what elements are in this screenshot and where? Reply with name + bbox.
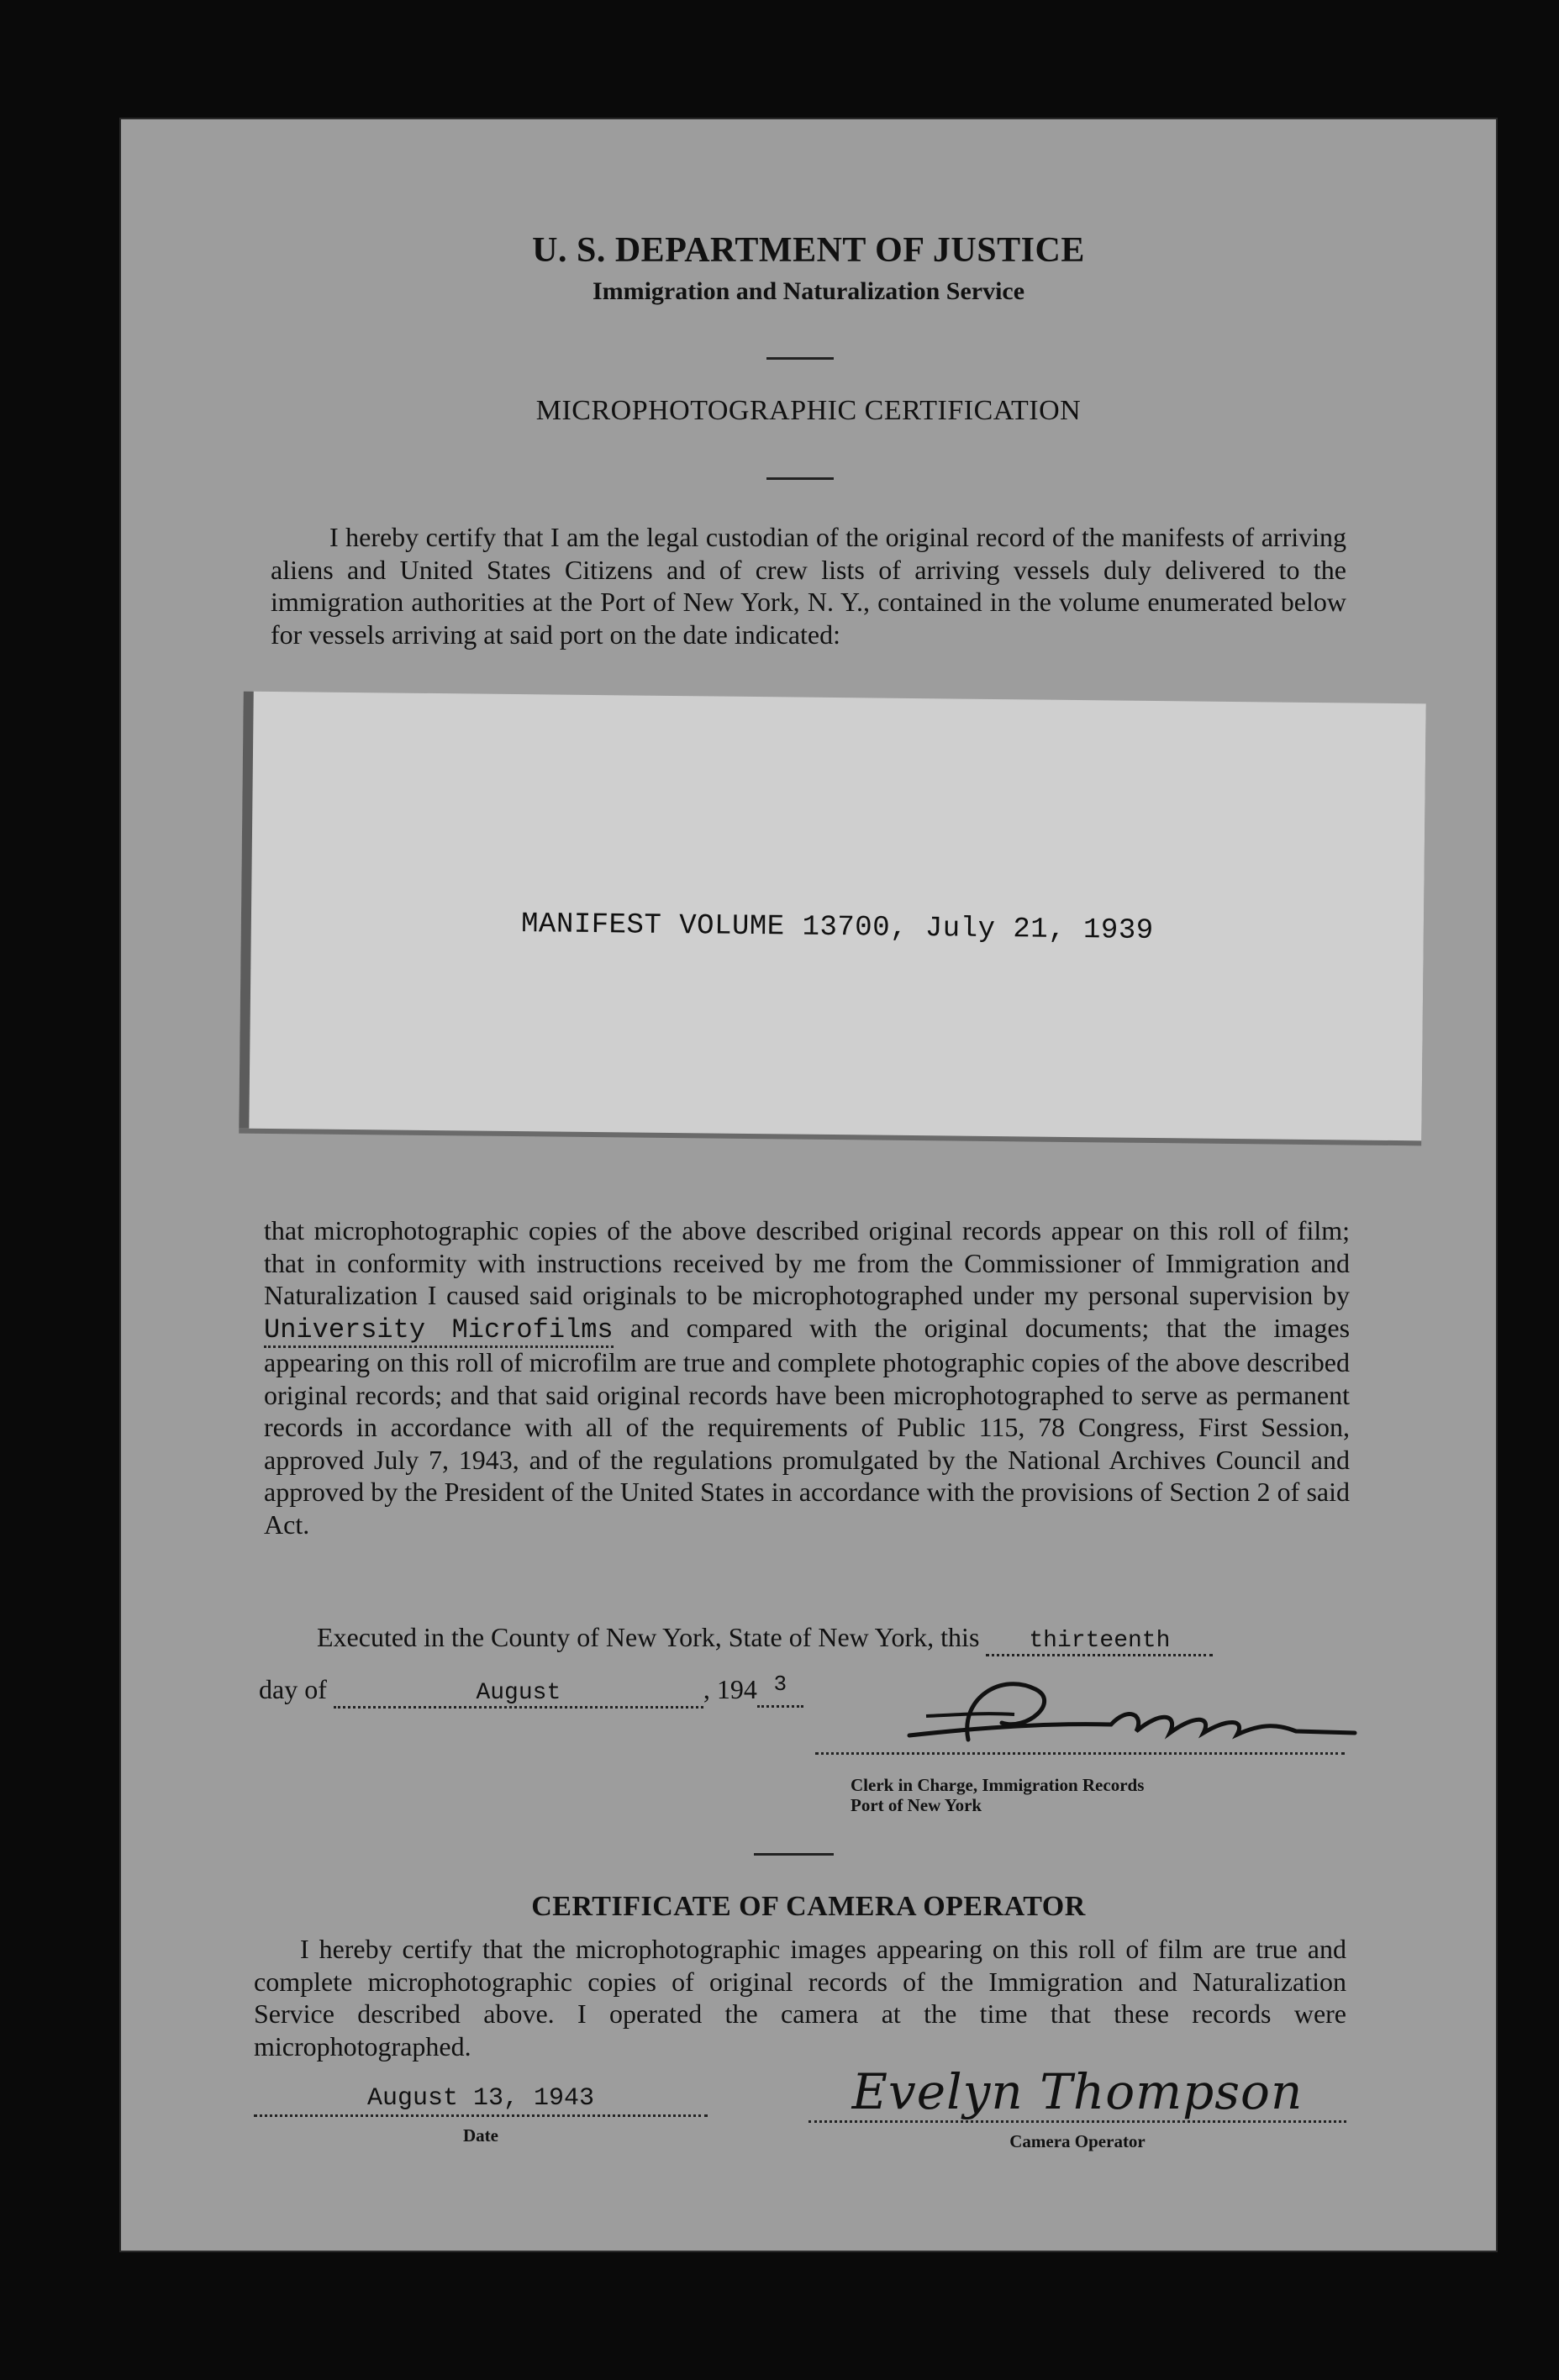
photographed-by-field: University Microfilms (264, 1314, 614, 1348)
year-digit: 3 (773, 1672, 787, 1697)
month-field (334, 1674, 703, 1709)
month-value: August (476, 1680, 561, 1706)
divider (766, 357, 834, 360)
certificate-sheet (119, 118, 1498, 2252)
service-subtitle: Immigration and Naturalization Service (592, 277, 1025, 305)
manifest-slip (239, 692, 1425, 1141)
executed-prefix: Executed in the County of New York, State of New York, this (317, 1622, 980, 1652)
date-field (254, 2084, 708, 2146)
clerk-signature-line (815, 1752, 1345, 1755)
operator-label: Camera Operator (1009, 2131, 1146, 2151)
intro-paragraph: I hereby certify that I am the legal custodian of the original record of the manifests of arriving aliens and United States Citizens and of crew lists of arriving vessels duly delivered to the immigration authorities at the Port of New York, N. Y., contained in the volume enumerated below for vessels arriving at said port on the date indicated: (271, 522, 1346, 650)
day-field (986, 1622, 1213, 1656)
operator-signature-line (808, 2120, 1346, 2123)
clerk-signature (859, 1664, 1363, 1756)
body-paragraph (264, 1214, 1350, 1540)
camera-operator-heading: CERTIFICATE OF CAMERA OPERATOR (531, 1891, 1086, 1922)
operator-signature: Evelyn Thompson (851, 2063, 1304, 2120)
date-label: Date (463, 2125, 498, 2146)
camera-operator-paragraph: I hereby certify that the microphotographic images appearing on this roll of film are true and complete microphotographic copies of original records of the Immigration and Naturalization Service described above. I operated the camera at the time that these records were microphotographed. (254, 1934, 1346, 2061)
manifest-volume-line: MANIFEST VOLUME 13700, July 21, 1939 (520, 908, 1154, 948)
body-text-end: and compared with the original documents; that the images appearing on this roll of microfilm are true and complete photographic copies of the above described original records; and that said original records have been microphotographed to serve as permanent records in accordance with all of the requirements of Public 115, 78 Congress, First Session, approved July 7, 1943, and of the regulations promulgated by the National Archives Council and approved by the President of the United States in accordance with the provisions of Section 2 of said Act. (264, 1312, 1351, 1540)
year-prefix: , 194 (703, 1674, 757, 1704)
department-title: U. S. DEPARTMENT OF JUSTICE (532, 231, 1085, 270)
divider (754, 1853, 834, 1856)
date-line (259, 1674, 803, 1709)
clerk-title-line1: Clerk in Charge, Immigration Records (851, 1775, 1145, 1795)
body-text-start: that microphotographic copies of the above described original records appear on this roll of film; that in conformity with instructions received by me from the Commissioner of Immigration and Naturalization I caused said originals to be microphotographed under my personal supervision by (264, 1215, 1350, 1310)
day-value: thirteenth (1029, 1628, 1171, 1654)
operator-signature-field (808, 2063, 1346, 2151)
certification-title: MICROPHOTOGRAPHIC CERTIFICATION (535, 395, 1082, 426)
executed-line (317, 1622, 1213, 1656)
day-of-label: day of (259, 1674, 327, 1704)
divider (766, 477, 834, 480)
clerk-title-line2: Port of New York (851, 1795, 982, 1815)
operator-date-value: August 13, 1943 (254, 2084, 708, 2117)
clerk-title (851, 1775, 1144, 1815)
year-field (757, 1674, 803, 1708)
